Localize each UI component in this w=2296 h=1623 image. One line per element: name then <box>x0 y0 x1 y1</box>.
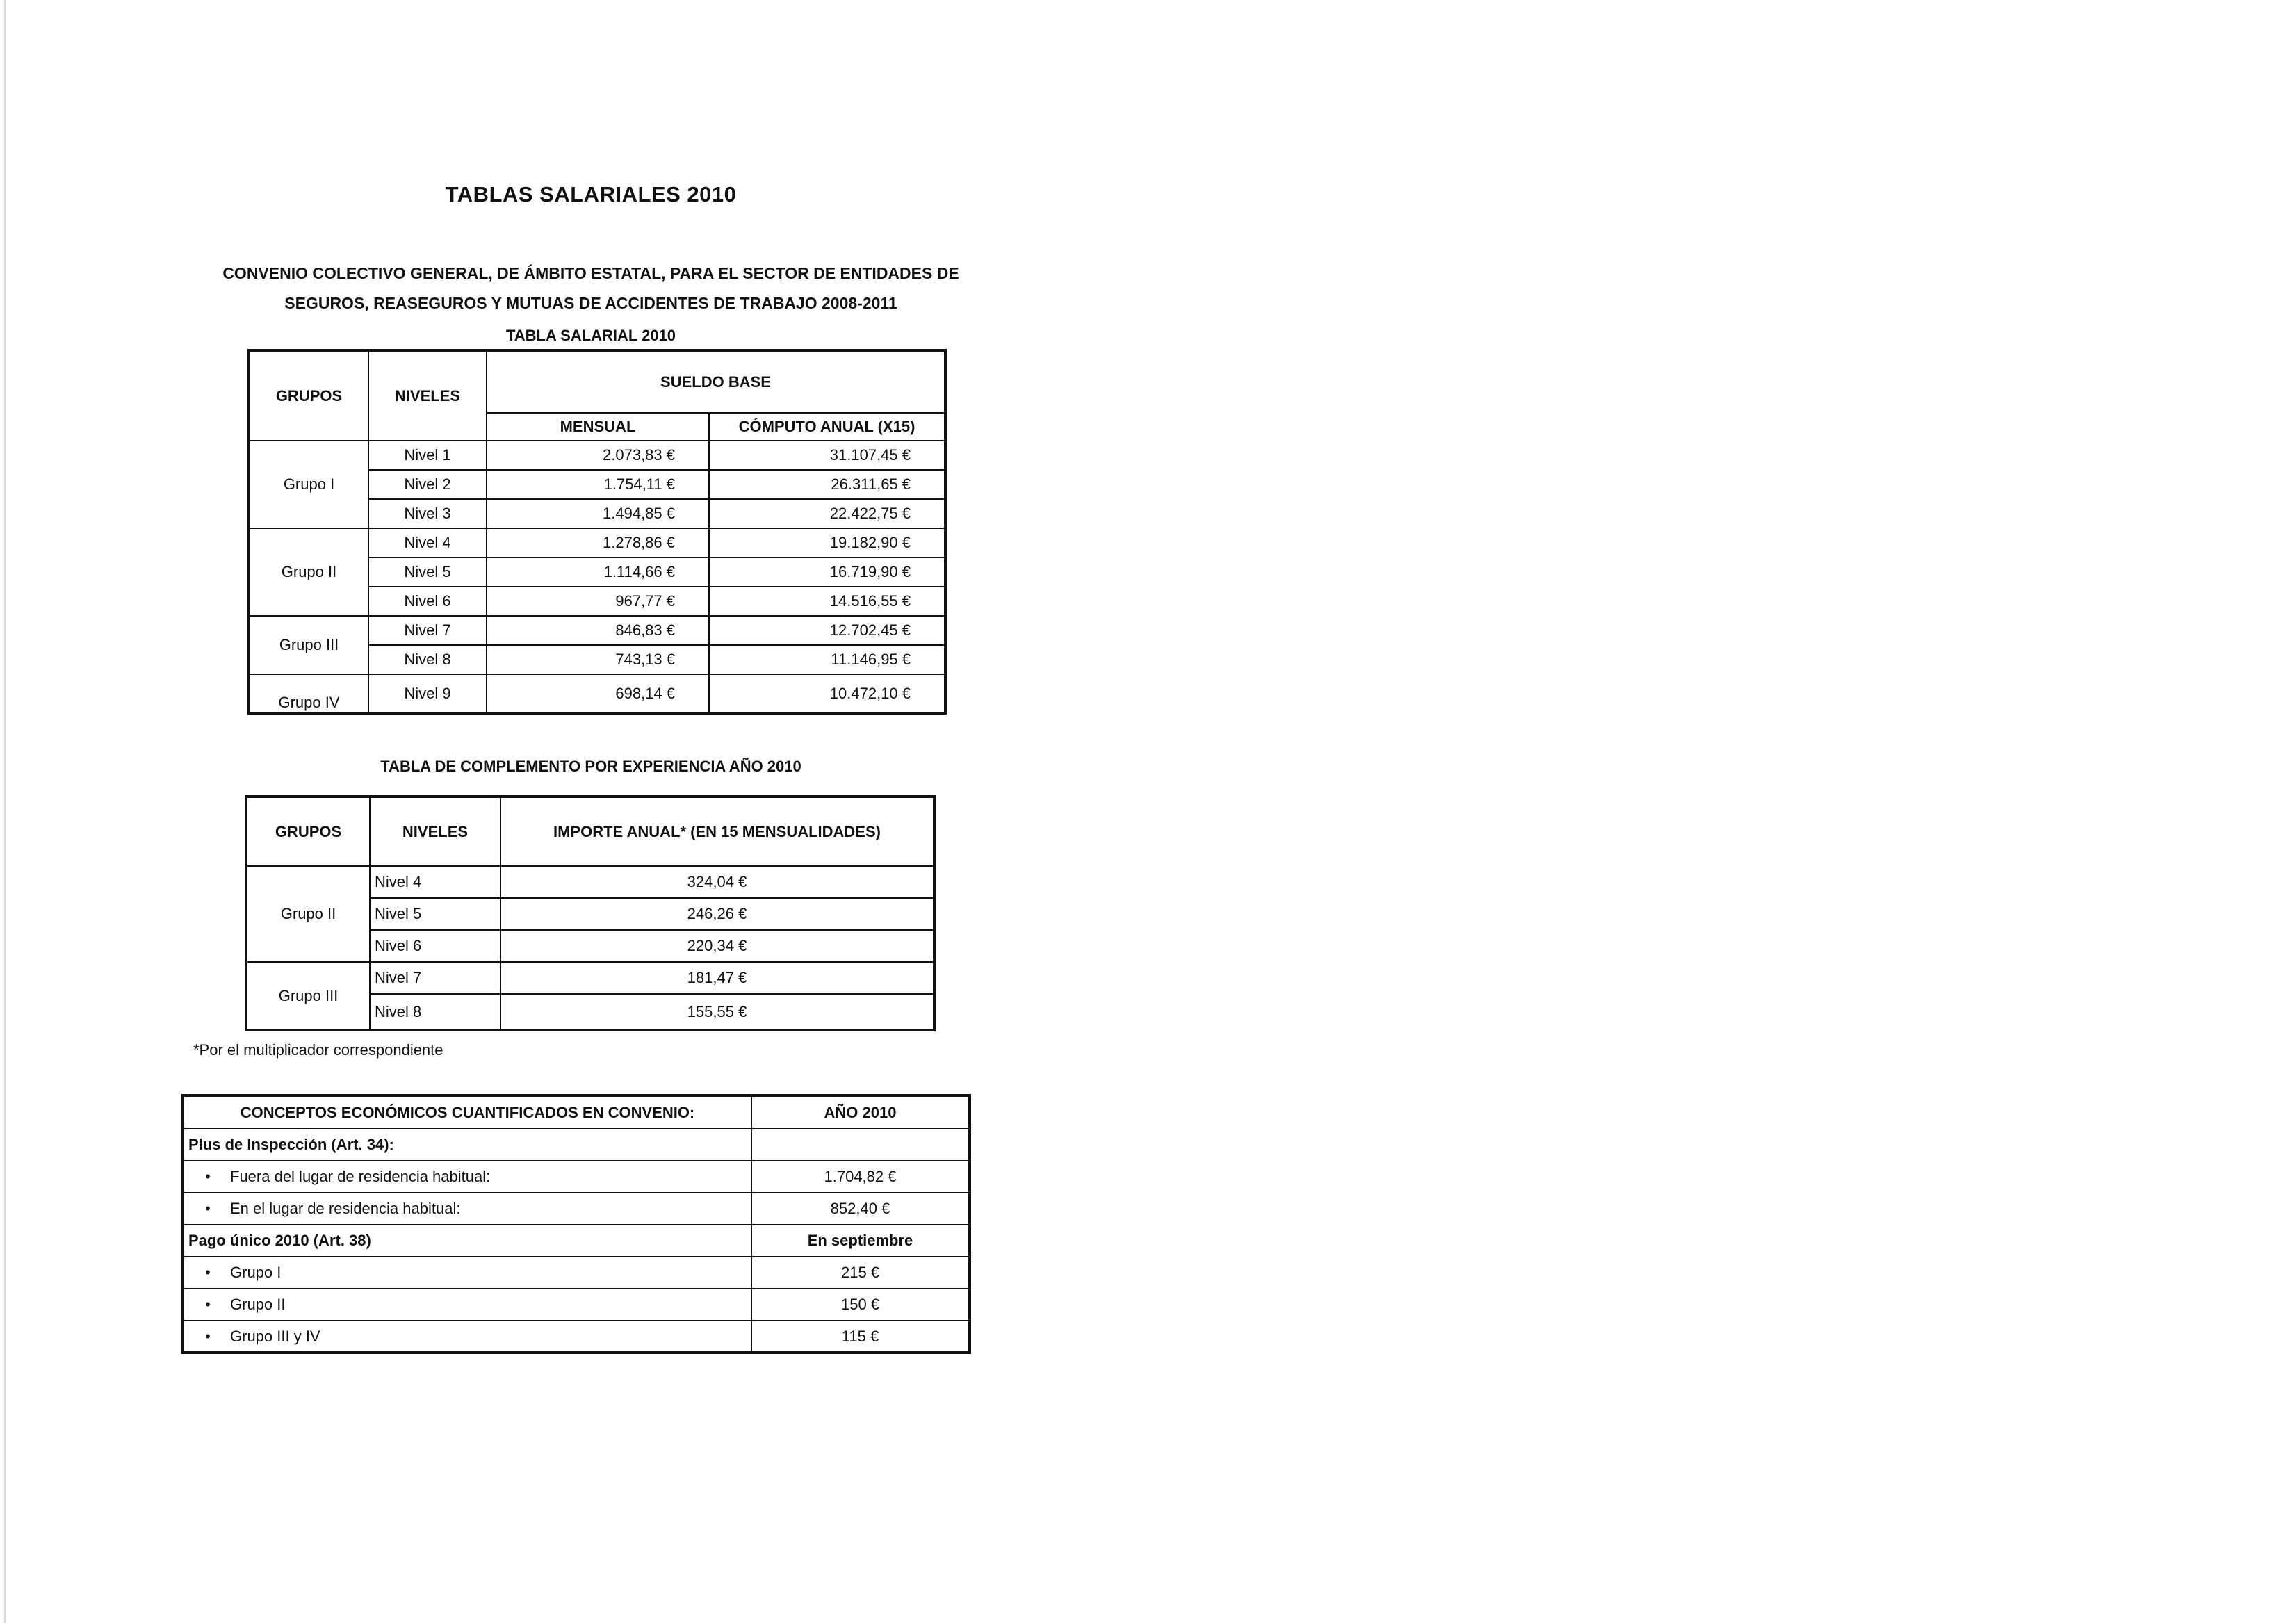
header-grupos: GRUPOS <box>249 350 368 441</box>
nivel-cell: Nivel 8 <box>370 994 500 1030</box>
mensual-cell: 698,14 € <box>487 674 709 713</box>
nivel-cell: Nivel 8 <box>368 645 487 674</box>
document-title: TABLAS SALARIALES 2010 <box>445 182 737 206</box>
section-pago-unico-value: En septiembre <box>751 1225 970 1257</box>
salary-table <box>247 349 947 715</box>
header-computo-anual: CÓMPUTO ANUAL (X15) <box>709 413 945 441</box>
concept-label: Grupo III y IV <box>230 1327 320 1345</box>
page-edge-shadow <box>4 0 6 1623</box>
bullet-icon: • <box>205 1168 211 1185</box>
concept-value: 215 € <box>751 1257 970 1289</box>
anual-cell: 16.719,90 € <box>709 557 945 587</box>
section-plus-inspeccion: Plus de Inspección (Art. 34): <box>183 1129 751 1161</box>
anual-cell: 26.311,65 € <box>709 470 945 499</box>
bullet-icon: • <box>205 1264 211 1281</box>
bullet-icon: • <box>205 1200 211 1217</box>
nivel-cell: Nivel 5 <box>368 557 487 587</box>
group-cell: Grupo I <box>249 441 368 528</box>
importe-cell: 220,34 € <box>500 930 934 962</box>
concept-row <box>183 1289 751 1321</box>
group-cell: Grupo II <box>246 866 370 962</box>
experience-table-caption: TABLA DE COMPLEMENTO POR EXPERIENCIA AÑO 2010 <box>380 758 801 775</box>
nivel-cell: Nivel 2 <box>368 470 487 499</box>
mensual-cell: 2.073,83 € <box>487 441 709 470</box>
anual-cell: 11.146,95 € <box>709 645 945 674</box>
anual-cell: 10.472,10 € <box>709 674 945 713</box>
concept-label: Grupo I <box>230 1264 282 1281</box>
anual-cell: 19.182,90 € <box>709 528 945 557</box>
concept-value: 150 € <box>751 1289 970 1321</box>
document-subtitle <box>167 259 1015 318</box>
importe-cell: 181,47 € <box>500 962 934 994</box>
header-mensual: MENSUAL <box>487 413 709 441</box>
nivel-cell: Nivel 4 <box>370 866 500 898</box>
nivel-cell: Nivel 7 <box>368 616 487 645</box>
group-cell: Grupo III <box>249 616 368 674</box>
subtitle-line-2: SEGUROS, REASEGUROS Y MUTUAS DE ACCIDENTES DE TRABAJO 2008-2011 <box>284 294 897 312</box>
nivel-cell: Nivel 3 <box>368 499 487 528</box>
importe-cell: 324,04 € <box>500 866 934 898</box>
concepts-table <box>181 1094 971 1354</box>
concept-label: En el lugar de residencia habitual: <box>230 1200 461 1217</box>
mensual-cell: 846,83 € <box>487 616 709 645</box>
mensual-cell: 1.278,86 € <box>487 528 709 557</box>
salary-table-caption: TABLA SALARIAL 2010 <box>505 327 676 344</box>
nivel-cell: Nivel 5 <box>370 898 500 930</box>
section-pago-unico: Pago único 2010 (Art. 38) <box>183 1225 751 1257</box>
header-niveles: NIVELES <box>370 797 500 866</box>
anual-cell: 31.107,45 € <box>709 441 945 470</box>
concept-label: Fuera del lugar de residencia habitual: <box>230 1168 491 1185</box>
mensual-cell: 1.114,66 € <box>487 557 709 587</box>
mensual-cell: 1.494,85 € <box>487 499 709 528</box>
group-cell: Grupo IV <box>249 674 368 713</box>
anual-cell: 12.702,45 € <box>709 616 945 645</box>
group-cell: Grupo II <box>249 528 368 616</box>
subtitle-line-1: CONVENIO COLECTIVO GENERAL, DE ÁMBITO ESTATAL, PARA EL SECTOR DE ENTIDADES DE <box>222 264 959 282</box>
group-cell: Grupo III <box>246 962 370 1030</box>
concept-label: Grupo II <box>230 1296 286 1313</box>
nivel-cell: Nivel 7 <box>370 962 500 994</box>
header-grupos: GRUPOS <box>246 797 370 866</box>
nivel-cell: Nivel 9 <box>368 674 487 713</box>
header-importe-anual: IMPORTE ANUAL* (EN 15 MENSUALIDADES) <box>500 797 934 866</box>
header-sueldo-base: SUELDO BASE <box>487 350 945 413</box>
concept-value: 852,40 € <box>751 1193 970 1225</box>
anual-cell: 14.516,55 € <box>709 587 945 616</box>
importe-cell: 155,55 € <box>500 994 934 1030</box>
nivel-cell: Nivel 1 <box>368 441 487 470</box>
bullet-icon: • <box>205 1296 211 1313</box>
concept-row <box>183 1257 751 1289</box>
concept-row <box>183 1321 751 1353</box>
experience-table <box>245 795 936 1031</box>
nivel-cell: Nivel 4 <box>368 528 487 557</box>
concept-value: 115 € <box>751 1321 970 1353</box>
concept-row <box>183 1193 751 1225</box>
section-plus-inspeccion-value <box>751 1129 970 1161</box>
nivel-cell: Nivel 6 <box>370 930 500 962</box>
mensual-cell: 967,77 € <box>487 587 709 616</box>
header-ano-2010: AÑO 2010 <box>751 1095 970 1129</box>
mensual-cell: 743,13 € <box>487 645 709 674</box>
header-conceptos: CONCEPTOS ECONÓMICOS CUANTIFICADOS EN CONVENIO: <box>183 1095 751 1129</box>
experience-footnote: *Por el multiplicador correspondiente <box>193 1041 443 1059</box>
header-niveles: NIVELES <box>368 350 487 441</box>
importe-cell: 246,26 € <box>500 898 934 930</box>
bullet-icon: • <box>205 1327 211 1345</box>
concept-value: 1.704,82 € <box>751 1161 970 1193</box>
concept-row <box>183 1161 751 1193</box>
mensual-cell: 1.754,11 € <box>487 470 709 499</box>
nivel-cell: Nivel 6 <box>368 587 487 616</box>
anual-cell: 22.422,75 € <box>709 499 945 528</box>
